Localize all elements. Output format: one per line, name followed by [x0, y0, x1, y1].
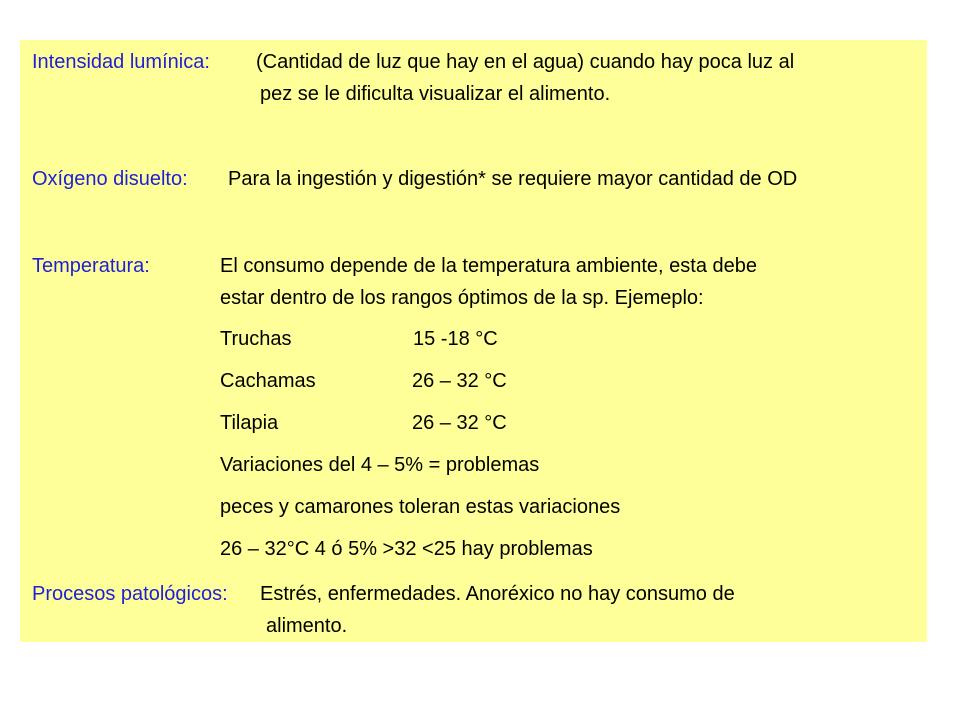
intensidad-line-1: (Cantidad de luz que hay en el agua) cuando hay poca luz al: [256, 51, 795, 73]
procesos-line-1: Estrés, enfermedades. Anoréxico no hay consumo de: [260, 583, 735, 605]
temperatura-line-2: estar dentro de los rangos óptimos de la sp. Ejemeplo:: [220, 287, 704, 309]
temperatura-line-1: El consumo depende de la temperatura ambiente, esta debe: [220, 255, 758, 277]
temperatura-note-2: peces y camarones toleran estas variaciones: [220, 496, 621, 518]
oxigeno-term: Oxígeno disuelto:: [32, 168, 188, 190]
content-panel: [20, 40, 927, 642]
intensidad-line-2: pez se le dificulta visualizar el alimento.: [260, 83, 611, 105]
species-name: Cachamas: [220, 370, 316, 392]
species-name: Truchas: [220, 328, 292, 350]
procesos-line-2: alimento.: [266, 615, 348, 637]
intensidad-term: Intensidad lumínica:: [32, 51, 210, 73]
procesos-term: Procesos patológicos:: [32, 583, 228, 605]
species-name: Tilapia: [220, 412, 279, 434]
species-range: 26 – 32 °C: [412, 412, 507, 434]
temperatura-note-3: 26 – 32°C 4 ó 5% >32 <25 hay problemas: [220, 538, 593, 560]
oxigeno-text: Para la ingestión y digestión* se requiere mayor cantidad de OD: [228, 168, 798, 190]
temperatura-note-1: Variaciones del 4 – 5% = problemas: [220, 454, 540, 476]
temperatura-term: Temperatura:: [32, 255, 150, 277]
species-range: 26 – 32 °C: [412, 370, 507, 392]
species-range: 15 -18 °C: [413, 328, 498, 350]
